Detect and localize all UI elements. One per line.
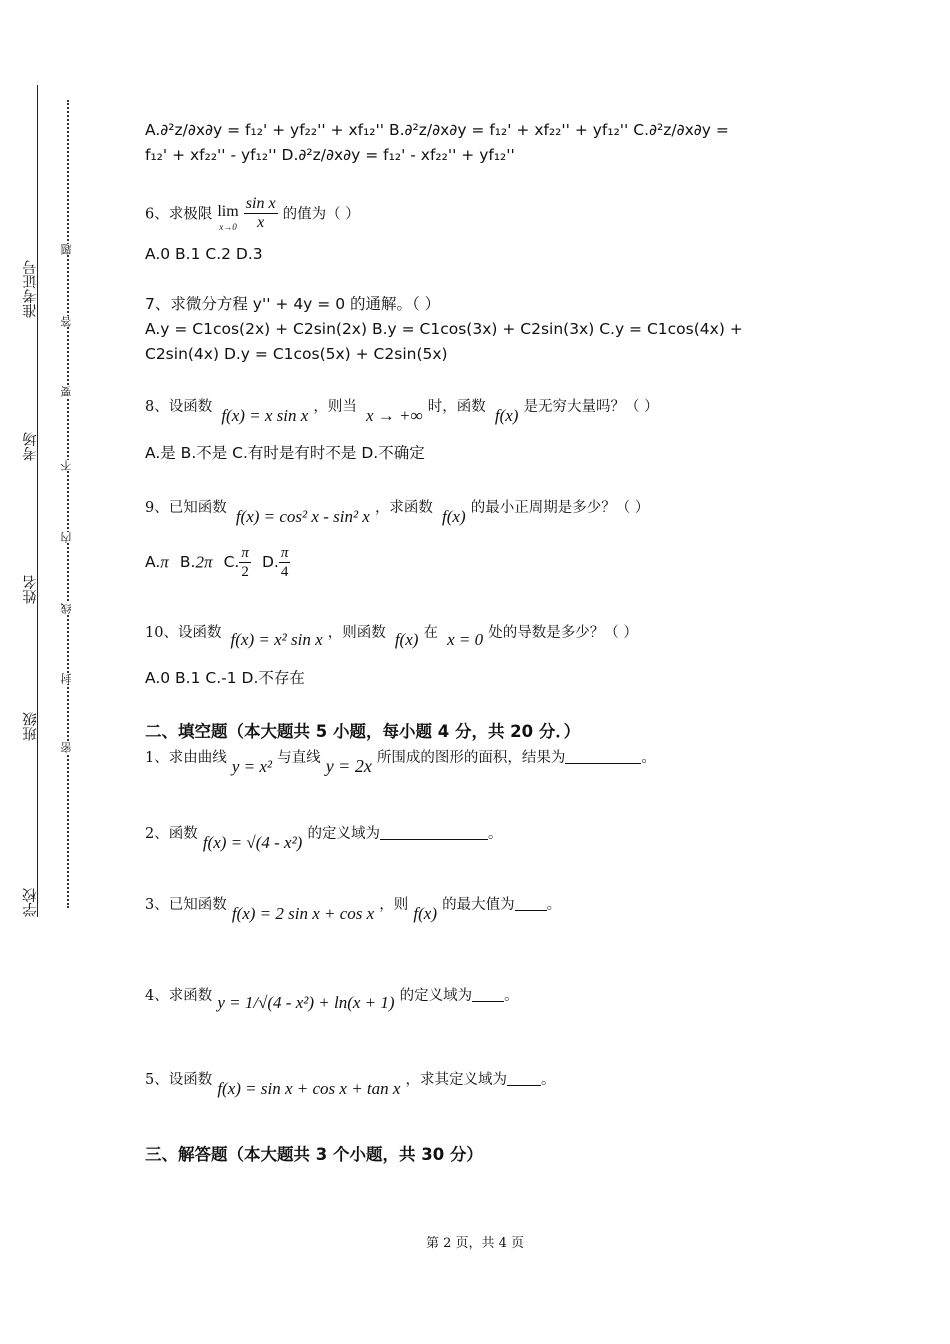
fill-2-prefix: 2、函数 — [145, 826, 198, 842]
fill-1-curve: y = x² — [231, 757, 272, 776]
q6-numerator: sin x — [245, 194, 276, 212]
fill-5-end: 。 — [541, 1072, 556, 1088]
fill-5-func: f(x) = sin x + cos x + tan x — [217, 1079, 401, 1098]
q10-stem — [145, 621, 638, 649]
section3-title: 三、解答题（本大题共 3 个小题，共 30 分） — [145, 1145, 483, 1164]
q10-point: x = 0 — [447, 630, 484, 649]
fill-3-end: 。 — [546, 897, 562, 913]
q7-options-line1: A.y = C1cos(2x) + C2sin(2x) B.y = C1cos(3x) + C2sin(3x) C.y = C1cos(4x) + — [145, 320, 743, 338]
q7-block — [145, 292, 845, 367]
q9-opt-b: 2π — [195, 552, 213, 572]
section2-title: 二、填空题（本大题共 5 小题，每小题 4 分，共 20 分．） — [145, 722, 581, 741]
fill-5-prefix: 5、设函数 — [145, 1072, 213, 1088]
seal-char-xian: 线 — [60, 603, 73, 614]
fill-1-end: 。 — [641, 750, 656, 766]
fill-3 — [145, 893, 562, 923]
label-room: 考场 — [23, 432, 39, 461]
fill-2-suffix: 的定义域为 — [307, 826, 380, 842]
q10-mid1: ，则函数 — [327, 625, 386, 641]
fill-3-prefix: 3、已知函数 — [145, 897, 227, 913]
fill-4-end: 。 — [504, 988, 519, 1004]
q8-stem — [145, 395, 659, 425]
q8-mid1: ，则当 — [313, 399, 357, 415]
q9-options — [145, 544, 290, 581]
fill-1-mid: 与直线 — [277, 750, 321, 766]
fill-4-func: y = 1/√(4 - x²) + ln(x + 1) — [217, 993, 395, 1012]
q6-stem — [145, 194, 360, 232]
fill-4-prefix: 4、求函数 — [145, 988, 213, 1004]
fill-3-func: f(x) = 2 sin x + cos x — [231, 904, 375, 923]
seal-char-da: 答 — [60, 316, 73, 327]
q9-opt-c-label: C. — [223, 553, 240, 571]
seal-char-yao: 要 — [60, 386, 73, 397]
q9-opt-d — [279, 544, 291, 581]
q9-opt-a: π — [160, 552, 169, 572]
fill-5 — [145, 1068, 556, 1098]
q8-options: A.是 B.不是 C.有时是有时不是 D.不确定 — [145, 444, 425, 462]
q9-opt-c-den: 2 — [241, 564, 249, 580]
seal-char-mi: 密 — [60, 742, 73, 753]
fill-1 — [145, 746, 656, 776]
label-class: 班级 — [23, 712, 39, 741]
fill-4 — [145, 984, 519, 1012]
q9-opt-d-label: D. — [261, 553, 279, 571]
binding-line — [37, 85, 38, 917]
q6-fraction — [244, 195, 278, 232]
q7-stem: 7、求微分方程 y'' + 4y = 0 的通解。（ ） — [145, 295, 441, 313]
q10-func: f(x) = x² sin x — [230, 630, 323, 649]
q10-suffix: 处的导数是多少？（ ） — [488, 625, 638, 641]
q8-limit: x → +∞ — [366, 406, 423, 425]
seal-char-bu: 不 — [60, 460, 73, 471]
q9-mid: ，求函数 — [374, 500, 433, 516]
fill-3-fx: f(x) — [413, 904, 437, 923]
fill-4-suffix: 的定义域为 — [399, 988, 473, 1004]
q10-fx: f(x) — [394, 630, 419, 649]
q6-lim: lim — [217, 203, 239, 220]
q8-mid2: 时，函数 — [427, 399, 486, 415]
q6-prefix: 6、求极限 — [145, 206, 213, 223]
fill-3-mid: ，则 — [379, 897, 409, 913]
q10-options: A.0 B.1 C.-1 D.不存在 — [145, 669, 305, 687]
fill-5-suffix: ，求其定义域为 — [405, 1072, 508, 1088]
label-exam-id: 准考证号 — [23, 260, 39, 318]
q6-options: A.0 B.1 C.2 D.3 — [145, 245, 263, 263]
q9-opt-b-label: B. — [179, 553, 196, 571]
q6-suffix: 的值为（ ） — [282, 206, 360, 223]
q8-func: f(x) = x sin x — [221, 406, 309, 425]
q9-opt-c — [239, 544, 251, 581]
fill-2-func: f(x) = √(4 - x²) — [202, 833, 303, 852]
q10-mid2: 在 — [423, 625, 439, 641]
fill-2-end: 。 — [487, 826, 503, 842]
label-name: 姓名 — [23, 575, 39, 604]
q5-options-line2: f₁₂' + xf₂₂'' - yf₁₂'' D.∂²z/∂x∂y = f₁₂' - xf₂₂'' + yf₁₂'' — [145, 146, 515, 164]
q9-func: f(x) = cos² x - sin² x — [235, 507, 370, 526]
fill-2-blank[interactable] — [380, 825, 488, 840]
q9-suffix: 的最小正周期是多少？（ ） — [470, 500, 650, 516]
fill-3-suffix: 的最大值为 — [442, 897, 515, 913]
q9-opt-c-num: π — [241, 545, 249, 561]
q9-stem — [145, 496, 650, 526]
seal-char-feng: 封 — [60, 673, 73, 684]
q8-fx: f(x) — [494, 406, 519, 425]
q6-limit — [217, 194, 238, 232]
q9-opt-d-num: π — [280, 545, 289, 561]
q6-lim-sub: x→0 — [219, 222, 237, 232]
fill-5-blank[interactable] — [507, 1071, 541, 1086]
q9-opt-a-label: A. — [145, 553, 161, 571]
q9-prefix: 9、已知函数 — [145, 500, 227, 516]
q7-options-line2: C2sin(4x) D.y = C1cos(5x) + C2sin(5x) — [145, 345, 448, 363]
q9-fx: f(x) — [442, 507, 466, 526]
fill-2 — [145, 822, 503, 852]
q9-opt-d-den: 4 — [280, 564, 289, 580]
q6-denominator: x — [257, 213, 265, 231]
fill-1-line: y = 2x — [325, 756, 372, 776]
q8-prefix: 8、设函数 — [145, 399, 213, 415]
seal-dotted-line — [67, 100, 69, 908]
fill-4-blank[interactable] — [472, 987, 504, 1002]
seal-char-nei: 内 — [60, 532, 73, 543]
page-footer: 第 2 页，共 4 页 — [425, 1236, 525, 1251]
fill-1-suffix: 所围成的图形的面积，结果为 — [376, 750, 566, 766]
q10-prefix: 10、设函数 — [145, 625, 222, 641]
seal-char-ti: 题 — [60, 244, 73, 255]
fill-1-prefix: 1、求由曲线 — [145, 750, 227, 766]
q5-options-line1: A.∂²z/∂x∂y = f₁₂' + yf₂₂'' + xf₁₂'' B.∂²z/∂x∂y = f₁₂' + xf₂₂'' + yf₁₂'' C.∂²z/∂x∂y = — [145, 121, 729, 139]
q8-suffix: 是无穷大量吗？（ ） — [523, 399, 659, 415]
label-school: 学校 — [23, 888, 39, 917]
fill-1-blank[interactable] — [565, 749, 641, 764]
fill-3-blank[interactable] — [515, 896, 547, 911]
q5-options — [145, 118, 845, 168]
